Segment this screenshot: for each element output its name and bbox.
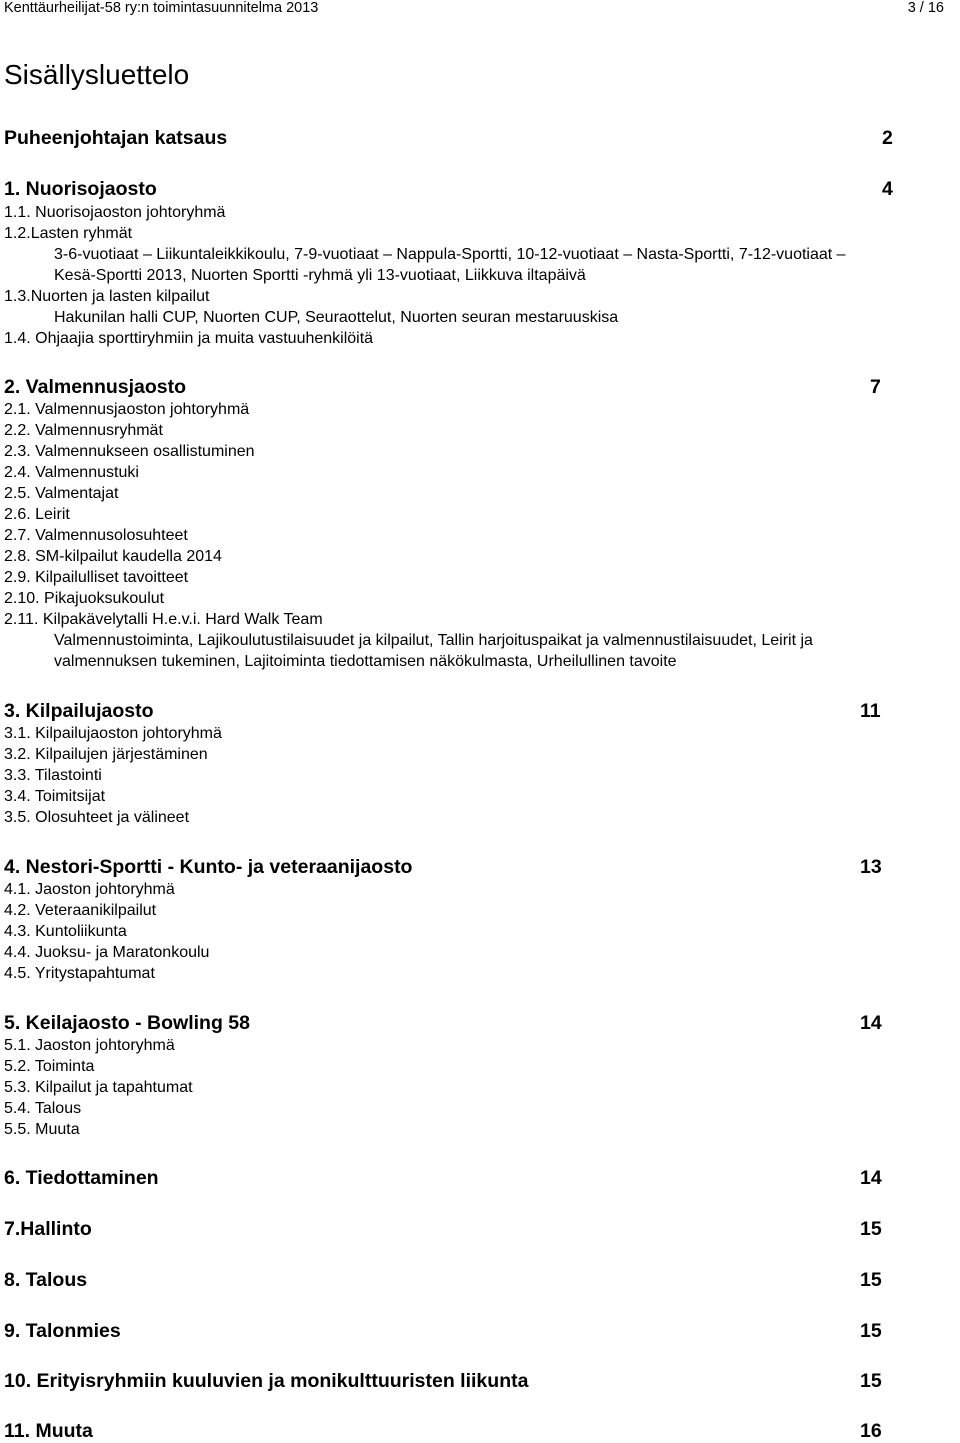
toc-subentry[interactable]: 4.3. Kuntoliikunta [4,923,127,940]
toc-entry-section-11[interactable]: 11. Muuta [4,1420,93,1442]
toc-subentry[interactable]: 2.7. Valmennusolosuhteet [4,527,188,544]
toc-subentry[interactable]: 5.4. Talous [4,1100,82,1117]
toc-page-section-3: 11 [860,700,881,722]
toc-subentry[interactable]: 2.1. Valmennusjaoston johtoryhmä [4,401,250,418]
toc-description: Kesä-Sportti 2013, Nuorten Sportti -ryhmä yli 13-vuotiaat, Liikkuva iltapäivä [54,267,586,284]
toc-subentry[interactable]: 2.2. Valmennusryhmät [4,422,163,439]
toc-entry-section-7[interactable]: 7.Hallinto [4,1218,92,1240]
toc-page-section-10: 15 [860,1370,882,1392]
toc-page-section-7: 15 [860,1218,882,1240]
toc-page-section-1: 4 [882,178,893,200]
toc-subentry-1-2[interactable]: 1.2.Lasten ryhmät [4,225,133,242]
toc-entry-section-10[interactable]: 10. Erityisryhmiin kuuluvien ja monikulttuuristen liikunta [4,1370,529,1392]
toc-entry-section-8[interactable]: 8. Talous [4,1269,88,1291]
toc-entry-section-9[interactable]: 9. Talonmies [4,1320,121,1342]
toc-subentry[interactable]: 2.8. SM-kilpailut kaudella 2014 [4,548,222,565]
toc-entry-preface[interactable]: Puheenjohtajan katsaus [4,127,228,149]
toc-page-section-11: 16 [860,1420,882,1442]
toc-description: valmennuksen tukeminen, Lajitoiminta tiedottamisen näkökulmasta, Urheilullinen tavoite [54,653,677,670]
page-header [4,0,944,16]
toc-description: Valmennustoiminta, Lajikoulutustilaisuudet ja kilpailut, Tallin harjoituspaikat ja valmennustilaisuudet, Leirit ja [54,632,813,649]
toc-subentry[interactable]: 4.1. Jaoston johtoryhmä [4,881,175,898]
toc-title: Sisällysluettelo [4,59,190,90]
toc-entry-section-3[interactable]: 3. Kilpailujaosto [4,700,154,722]
toc-subentry[interactable]: 5.3. Kilpailut ja tapahtumat [4,1079,193,1096]
toc-entry-section-2[interactable]: 2. Valmennusjaosto [4,376,187,398]
toc-subentry[interactable]: 3.1. Kilpailujaoston johtoryhmä [4,725,222,742]
toc-subentry-1-4[interactable]: 1.4. Ohjaajia sporttiryhmiin ja muita vastuuhenkilöitä [4,330,374,347]
toc-page-preface: 2 [882,127,893,149]
document-title: Kenttäurheilijat-58 ry:n toimintasuunnitelma 2013 [4,0,319,16]
toc-subentry[interactable]: 4.5. Yritystapahtumat [4,965,155,982]
toc-subentry[interactable]: 2.10. Pikajuoksukoulut [4,590,165,607]
toc-page-section-9: 15 [860,1320,882,1342]
toc-subentry[interactable]: 2.11. Kilpakävelytalli H.e.v.i. Hard Walk Team [4,611,323,628]
toc-subentry-1-3[interactable]: 1.3.Nuorten ja lasten kilpailut [4,288,210,305]
toc-subentry[interactable]: 2.6. Leirit [4,506,70,523]
toc-page-section-6: 14 [860,1167,882,1189]
toc-entry-section-6[interactable]: 6. Tiedottaminen [4,1167,159,1189]
toc-page-section-4: 13 [860,856,882,878]
toc-subentry[interactable]: 2.9. Kilpailulliset tavoitteet [4,569,189,586]
toc-subentry[interactable]: 2.4. Valmennustuki [4,464,139,481]
toc-subentry[interactable]: 5.1. Jaoston johtoryhmä [4,1037,175,1054]
toc-subentry-1-1[interactable]: 1.1. Nuorisojaoston johtoryhmä [4,204,226,221]
toc-description: Hakunilan halli CUP, Nuorten CUP, Seuraottelut, Nuorten seuran mestaruuskisa [54,309,619,326]
toc-description: 3-6-vuotiaat – Liikuntaleikkikoulu, 7-9-vuotiaat – Nappula-Sportti, 10-12-vuotiaat – Nasta-Sportti, 7-12-vuotiaat – [54,246,846,263]
toc-subentry[interactable]: 2.3. Valmennukseen osallistuminen [4,443,255,460]
toc-subentry[interactable]: 4.2. Veteraanikilpailut [4,902,157,919]
toc-page-section-2: 7 [870,376,881,398]
page-number: 3 / 16 [907,0,944,16]
toc-subentry[interactable]: 5.2. Toiminta [4,1058,95,1075]
toc-subentry[interactable]: 3.3. Tilastointi [4,767,102,784]
toc-subentry[interactable]: 3.5. Olosuhteet ja välineet [4,809,190,826]
toc-subentry[interactable]: 5.5. Muuta [4,1121,80,1138]
toc-entry-section-5[interactable]: 5. Keilajaosto - Bowling 58 [4,1012,250,1034]
toc-subentry[interactable]: 3.2. Kilpailujen järjestäminen [4,746,208,763]
toc-page-section-5: 14 [860,1012,882,1034]
toc-subentry[interactable]: 2.5. Valmentajat [4,485,119,502]
toc-subentry[interactable]: 4.4. Juoksu- ja Maratonkoulu [4,944,210,961]
toc-entry-section-4[interactable]: 4. Nestori-Sportti - Kunto- ja veteraanijaosto [4,856,413,878]
toc-entry-section-1[interactable]: 1. Nuorisojaosto [4,178,157,200]
toc-page-section-8: 15 [860,1269,882,1291]
toc-subentry[interactable]: 3.4. Toimitsijat [4,788,106,805]
